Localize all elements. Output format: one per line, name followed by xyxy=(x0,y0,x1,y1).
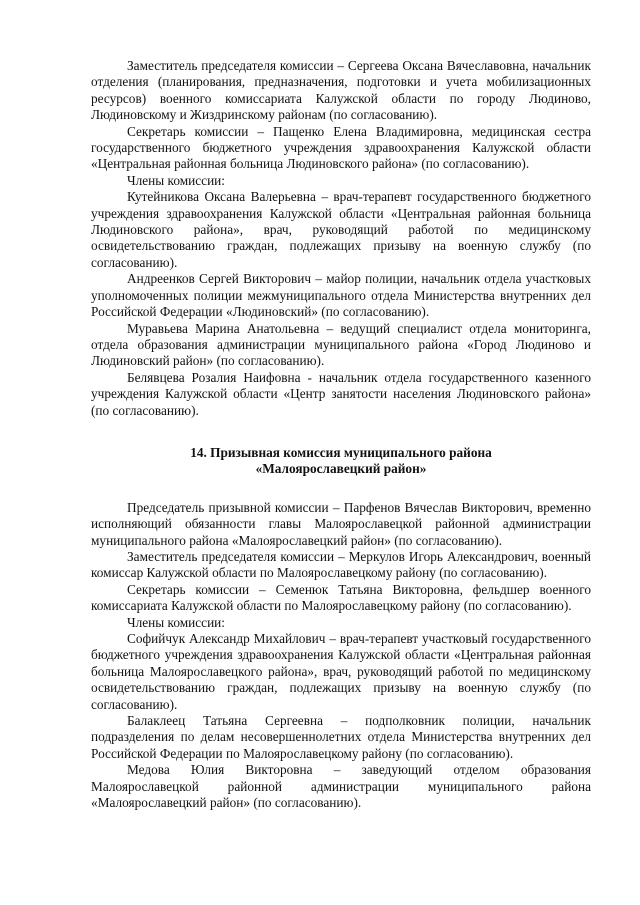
paragraph-member-a4: Белявцева Розалия Наифовна - начальник отдела государственного казенного учреждения Калужской области «Центр занятости населения Людиновского района» (по согласованию). xyxy=(91,369,591,418)
paragraph-member-a3: Муравьева Марина Анатольевна – ведущий специалист отдела мониторинга, отдела образования администрации муниципального района «Город Людиново и Людиновский район» (по согласованию). xyxy=(91,320,591,369)
document-page xyxy=(91,58,591,811)
paragraph-member-14-3: Медова Юлия Викторовна – заведующий отделом образования Малоярославецкой районной администрации муниципального района «Малоярославецкий район» (по согласованию). xyxy=(91,762,591,811)
paragraph-member-a2: Андреенков Сергей Викторович – майор полиции, начальник отдела участковых уполномоченных полиции межмуниципального отдела Министерства внутренних дел Российской Федерации «Людиновский» (по согласованию). xyxy=(91,271,591,320)
section-heading-line2: «Малоярославецкий район» xyxy=(255,461,427,477)
paragraph-member-14-1: Софийчук Александр Михайлович – врач-терапевт участковый государственного бюджетного учреждения здравоохранения Калужской области «Центральная районная больница Малоярославецкого района», врач, руководящий работой по медицинскому освидетельствованию граждан, подлежащих призыву на военную службу (по согласованию). xyxy=(91,631,591,712)
paragraph-members-label-14: Члены комиссии: xyxy=(127,614,225,630)
paragraph-chair-14: Председатель призывной комиссии – Парфенов Вячеслав Викторович, временно исполняющий обязанности главы Малоярославецкой районной администрации муниципального района «Малоярославецкий район» (по согласованию). xyxy=(91,499,591,548)
paragraph-member-14-2: Балаклеец Татьяна Сергеевна – подполковник полиции, начальник подразделения по делам несовершеннолетних отдела Министерства внутренних дел Российской Федерации по Малоярославецкому району (по согласованию). xyxy=(91,713,591,761)
paragraph-member-a1: Кутейникова Оксана Валерьевна – врач-терапевт государственного бюджетного учреждения здравоохранения Калужской области «Центральная районная больница Людиновского района», врач, руководящий работой по медицинскому освидетельствованию граждан, подлежащих призыву на военную службу (по согласованию). xyxy=(91,189,591,270)
section-heading xyxy=(91,445,591,478)
paragraph-deputy-chair-a: Заместитель председателя комиссии – Сергеева Оксана Вячеславовна, начальник отделения (планирования, предназначения, подготовки и учета мобилизационных ресурсов) военного комиссариата Калужской области по городу Людиново, Людиновскому и Жиздринскому районам (по согласованию). xyxy=(91,58,591,123)
section-heading-line1: 14. Призывная комиссия муниципального района xyxy=(190,444,492,460)
paragraph-deputy-chair-14: Заместитель председателя комиссии – Меркулов Игорь Александрович, военный комиссар Калужской области по Малоярославецкому району (по согласованию). xyxy=(91,548,591,581)
paragraph-members-label-a: Члены комиссии: xyxy=(127,172,225,188)
paragraph-secretary-a: Секретарь комиссии – Пащенко Елена Владимировна, медицинская сестра государственного бюджетного учреждения здравоохранения Калужской области «Центральная районная больница Людиновского района» (по согласованию). xyxy=(91,123,591,172)
paragraph-secretary-14: Секретарь комиссии – Семенюк Татьяна Викторовна, фельдшер военного комиссариата Калужской области по Малоярославецкому району (по согласованию). xyxy=(91,581,591,614)
